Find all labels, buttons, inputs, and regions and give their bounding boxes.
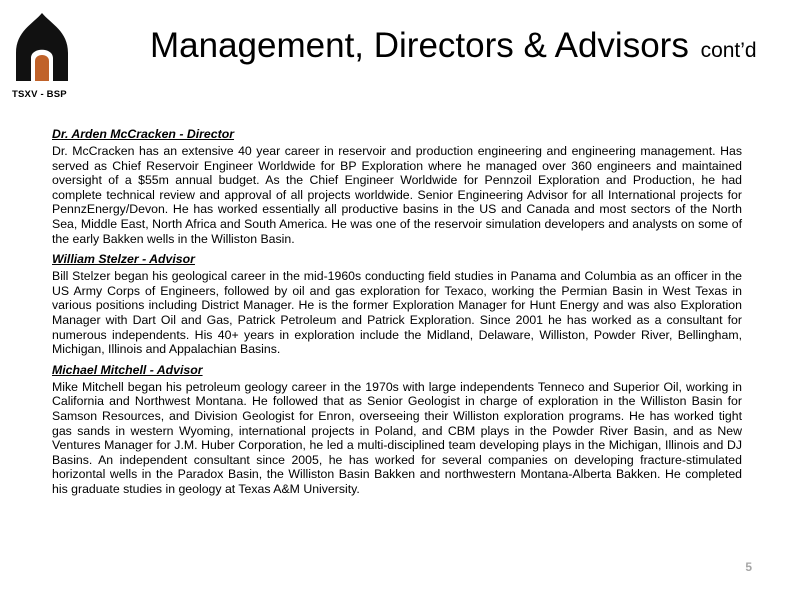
bio-heading: Michael Mitchell - Advisor [52, 362, 203, 377]
page-title-main: Management, Directors & Advisors [150, 26, 689, 65]
bio-section-mitchell [52, 363, 742, 497]
page-title-suffix: cont’d [700, 39, 757, 62]
page-title [150, 26, 757, 71]
bio-text: Bill Stelzer began his geological career in the mid-1960s conducting field studies in Panama and Columbia as an officer in the US Army Corps of Engineers, followed by oil and gas exploration for Texaco, working the Permian Basin in West Texas in various positions including District Manager. He is the former Exploration Manager for Hunt Energy and was also Exploration Manager with Dart Oil and Gas, Patrick Petroleum and Patrick Exploration. Since 2001 he has worked as a consultant for numerous independents. His 40+ years in exploration include the Midland, Delaware, Williston, Powder River, Bellingham, Michigan, Illinois and Appalachian Basins. [52, 269, 742, 357]
page-number: 5 [745, 560, 752, 574]
dome-arch-logo-icon [14, 12, 70, 82]
bio-section-stelzer [52, 252, 742, 357]
bio-section-mccracken [52, 127, 742, 246]
bio-heading: Dr. Arden McCracken - Director [52, 127, 235, 141]
logo-door [35, 55, 49, 81]
ticker-label: TSXV - BSP [12, 89, 67, 100]
bio-text: Mike Mitchell began his petroleum geology career in the 1970s with large independents Tenneco and Superior Oil, working in California and Northwest Montana. He followed that as Senior Geologist in charge of exploration in the Williston Basin for Samson Resources, and Division Geologist for Enron, overseeing their Williston exploration programs. He has worked tight gas sands in western Wyoming, international projects in Poland, and CBM plays in the Powder River Basin, and as New Ventures Manager for J.M. Huber Corporation, he led a multi-disciplined team developing plays in the Michigan, Illinois and DJ Basins. An independent consultant since 2005, he has worked for several companies on developing fracture-stimulated horizontal wells in the Paradox Basin, the Williston Basin Bakken and northwestern Montana-Alberta Bakken. He completed his graduate studies in geology at Texas A&M University. [52, 379, 742, 496]
bio-heading: William Stelzer - Advisor [52, 252, 195, 267]
bio-text: Dr. McCracken has an extensive 40 year career in reservoir and production engineering and engineering management. Has served as Chief Reservoir Engineer Worldwide for BP Exploration where he managed over 360 engineers and maintained oversight of a $55m annual budget. As the Chief Engineer Worldwide for Pennzoil Exploration and Production, he had complete technical review and approval of all projects worldwide. Senior Engineering Advisor for all International projects for PennzEnergy/Devon. He has worked essentially all productive basins in the US and Canada and most sectors of the North Sea, Middle East, North Africa and South America. He was one of the reservoir simulation developers and analysts on some of the early Bakken wells in the Williston Basin. [52, 144, 742, 246]
content-area [52, 127, 742, 502]
